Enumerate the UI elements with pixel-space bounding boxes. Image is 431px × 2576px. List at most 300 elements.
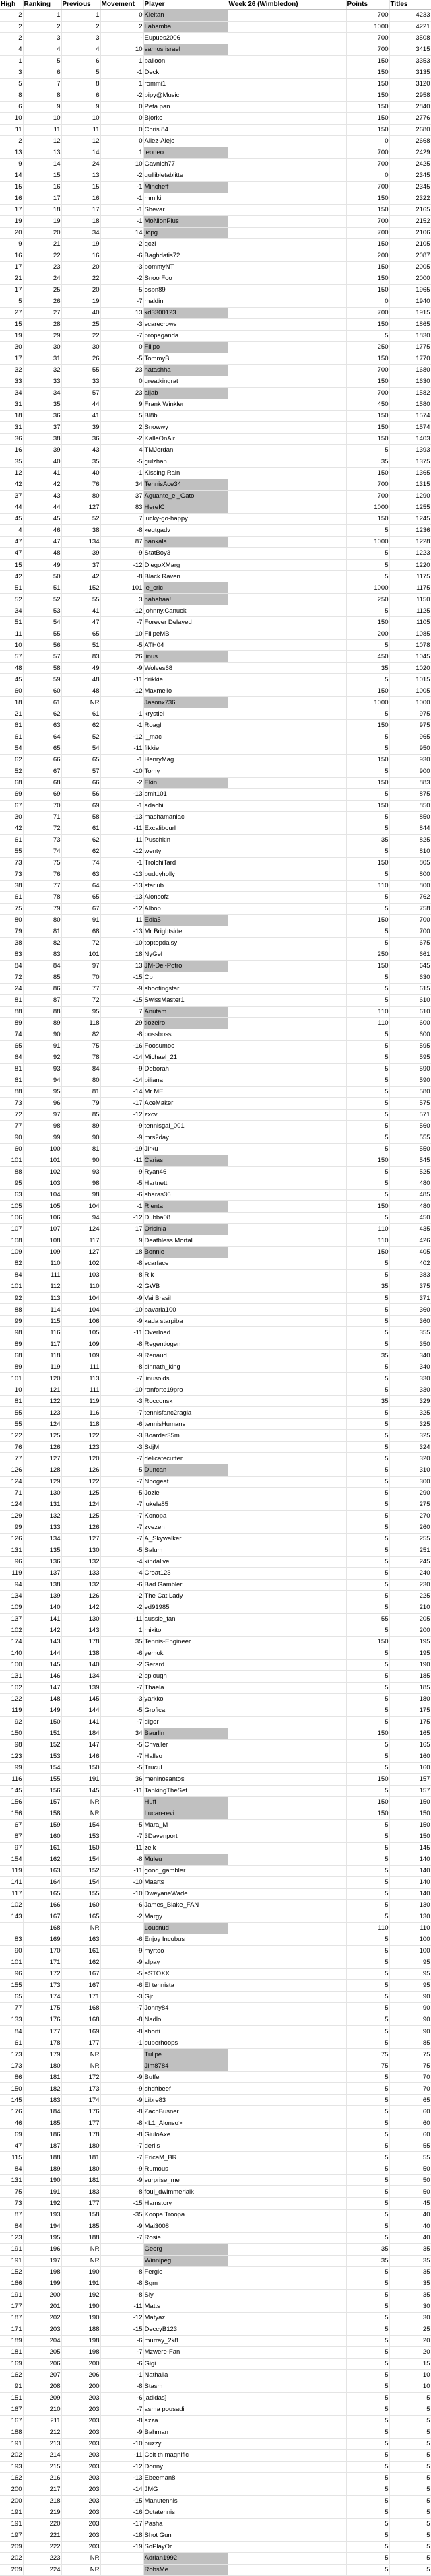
cell-points: 5 xyxy=(346,972,389,983)
table-row xyxy=(0,983,431,994)
cell-high: 20 xyxy=(0,227,23,238)
table-row xyxy=(0,2049,431,2060)
cell-player: DweyaneWade xyxy=(143,1889,228,1900)
cell-week xyxy=(228,617,346,628)
cell-previous: 126 xyxy=(61,1590,100,1602)
cell-ranking: 189 xyxy=(23,2163,61,2175)
cell-high: 6 xyxy=(0,101,23,112)
cell-player: lukela85 xyxy=(143,1499,228,1510)
cell-movement: -7 xyxy=(100,1407,143,1419)
cell-player: Aguante_el_Gato xyxy=(143,491,228,502)
cell-player: HenryMag xyxy=(143,754,228,766)
cell-week xyxy=(228,2552,346,2564)
cell-high: 83 xyxy=(0,949,23,960)
cell-ranking: 130 xyxy=(23,1487,61,1499)
cell-previous: 161 xyxy=(61,1946,100,1957)
cell-points: 5 xyxy=(346,2163,389,2175)
cell-titles: 10 xyxy=(389,2369,431,2381)
cell-player: osbn89 xyxy=(143,284,228,296)
cell-high: 15 xyxy=(0,560,23,571)
table-row xyxy=(0,2175,431,2186)
cell-movement xyxy=(100,2564,143,2575)
cell-movement: -5 xyxy=(100,456,143,468)
cell-ranking: 63 xyxy=(23,720,61,731)
cell-player: adachi xyxy=(143,800,228,811)
cell-movement: -7 xyxy=(100,1716,143,1728)
cell-player: ZachBusner xyxy=(143,2106,228,2117)
cell-points: 5 xyxy=(346,2289,389,2301)
cell-high: 76 xyxy=(0,1442,23,1453)
cell-ranking: 69 xyxy=(23,788,61,800)
cell-high: 51 xyxy=(0,617,23,628)
cell-week xyxy=(228,972,346,983)
cell-week xyxy=(228,1556,346,1567)
cell-high: 16 xyxy=(0,250,23,261)
cell-player: Rosie xyxy=(143,2232,228,2243)
cell-high: 173 xyxy=(0,2060,23,2072)
cell-points: 150 xyxy=(346,376,389,388)
cell-points: 5 xyxy=(346,1121,389,1132)
cell-ranking: 98 xyxy=(23,1121,61,1132)
cell-titles: 2106 xyxy=(389,227,431,238)
cell-titles: 130 xyxy=(389,1900,431,1911)
cell-week xyxy=(228,1625,346,1636)
table-row xyxy=(0,1029,431,1040)
cell-ranking: 17 xyxy=(23,193,61,204)
cell-ranking: 150 xyxy=(23,1716,61,1728)
cell-player: Gavnich77 xyxy=(143,158,228,170)
cell-high: 9 xyxy=(0,158,23,170)
cell-points: 5 xyxy=(346,2266,389,2278)
table-row xyxy=(0,1900,431,1911)
cell-points: 5 xyxy=(346,2530,389,2541)
table-row xyxy=(0,1670,431,1682)
cell-points: 5 xyxy=(346,869,389,880)
cell-week xyxy=(228,663,346,674)
cell-high: 31 xyxy=(0,422,23,434)
table-row xyxy=(0,1155,431,1167)
cell-player: James_Blake_FAN xyxy=(143,1900,228,1911)
cell-previous: 203 xyxy=(61,2438,100,2449)
table-row xyxy=(0,1579,431,1590)
cell-player: Sgm xyxy=(143,2278,228,2289)
cell-previous: 168 xyxy=(61,2003,100,2014)
cell-player: propaganda xyxy=(143,330,228,341)
cell-week xyxy=(228,1866,346,1877)
cell-titles: 100 xyxy=(389,1934,431,1946)
cell-week xyxy=(228,1911,346,1923)
cell-movement: -8 xyxy=(100,1258,143,1270)
cell-movement: 87 xyxy=(100,537,143,548)
cell-week xyxy=(228,1728,346,1739)
cell-movement: -19 xyxy=(100,2541,143,2552)
cell-titles: 1020 xyxy=(389,663,431,674)
cell-week xyxy=(228,1693,346,1705)
table-row xyxy=(0,1911,431,1923)
cell-previous: 20 xyxy=(61,284,100,296)
cell-high: 119 xyxy=(0,1705,23,1716)
cell-week xyxy=(228,1327,346,1338)
table-row xyxy=(0,101,431,112)
cell-movement: -5 xyxy=(100,640,143,651)
cell-player: buddyholly xyxy=(143,869,228,880)
cell-week xyxy=(228,2278,346,2289)
cell-high: 188 xyxy=(0,2427,23,2438)
cell-points: 5 xyxy=(346,2037,389,2049)
cell-previous: 165 xyxy=(61,1911,100,1923)
cell-points: 450 xyxy=(346,399,389,411)
cell-high: 55 xyxy=(0,1407,23,1419)
cell-player: SwissMaster1 xyxy=(143,994,228,1006)
cell-movement: 18 xyxy=(100,1247,143,1258)
cell-previous: 64 xyxy=(61,880,100,891)
cell-ranking: 201 xyxy=(23,2301,61,2312)
cell-previous: NR xyxy=(61,1796,100,1808)
cell-player: Duncan xyxy=(143,1464,228,1476)
cell-high: 11 xyxy=(0,628,23,640)
cell-previous: 140 xyxy=(61,1659,100,1670)
cell-points: 5 xyxy=(346,1464,389,1476)
cell-ranking: 31 xyxy=(23,353,61,364)
column-header-points: Points xyxy=(346,0,389,9)
cell-movement: -7 xyxy=(100,296,143,307)
cell-points: 5 xyxy=(346,2552,389,2564)
cell-previous: 122 xyxy=(61,1476,100,1487)
cell-titles: 1865 xyxy=(389,318,431,330)
cell-movement: -11 xyxy=(100,2301,143,2312)
cell-high: 67 xyxy=(0,1819,23,1831)
cell-player: Enjoy Incubus xyxy=(143,1934,228,1946)
cell-movement: -5 xyxy=(100,1545,143,1556)
cell-points: 5 xyxy=(346,674,389,685)
cell-week xyxy=(228,2049,346,2060)
cell-ranking: 74 xyxy=(23,846,61,857)
cell-high: 75 xyxy=(0,2186,23,2198)
cell-high: 92 xyxy=(0,1293,23,1304)
cell-titles: 2429 xyxy=(389,147,431,158)
cell-movement: 23 xyxy=(100,388,143,399)
cell-player: pommyNT xyxy=(143,261,228,273)
cell-movement: 0 xyxy=(100,101,143,112)
cell-ranking: 38 xyxy=(23,434,61,445)
cell-week xyxy=(228,90,346,101)
cell-previous: 41 xyxy=(61,605,100,617)
table-row xyxy=(0,949,431,960)
cell-high: 17 xyxy=(0,204,23,215)
cell-movement: -8 xyxy=(100,1270,143,1281)
cell-high: 162 xyxy=(0,2369,23,2381)
cell-week xyxy=(228,1396,346,1407)
cell-player: scarecrows xyxy=(143,318,228,330)
cell-ranking: 183 xyxy=(23,2095,61,2106)
cell-week xyxy=(228,2026,346,2037)
cell-player: le_cric xyxy=(143,582,228,594)
cell-player: lucky-go-happy xyxy=(143,514,228,525)
cell-high: 155 xyxy=(0,1980,23,1992)
cell-high: 200 xyxy=(0,2495,23,2507)
cell-movement: -10 xyxy=(100,937,143,949)
cell-points: 700 xyxy=(346,181,389,193)
table-row xyxy=(0,1992,431,2003)
cell-movement: -5 xyxy=(100,1739,143,1751)
cell-titles: 95 xyxy=(389,1957,431,1969)
cell-titles: 330 xyxy=(389,1384,431,1396)
cell-previous: 40 xyxy=(61,468,100,479)
cell-movement: -2 xyxy=(100,1911,143,1923)
cell-player: balloon xyxy=(143,55,228,67)
header-row xyxy=(0,0,431,9)
cell-ranking: 135 xyxy=(23,1545,61,1556)
cell-titles: 3353 xyxy=(389,55,431,67)
cell-ranking: 35 xyxy=(23,399,61,411)
cell-player: fikkie xyxy=(143,743,228,754)
cell-player: Michael_21 xyxy=(143,1052,228,1063)
cell-titles: 1375 xyxy=(389,456,431,468)
cell-high: 107 xyxy=(0,1224,23,1235)
cell-high: 79 xyxy=(0,926,23,937)
cell-movement: -5 xyxy=(100,1464,143,1476)
cell-player: jadidas] xyxy=(143,2392,228,2404)
cell-titles: 150 xyxy=(389,1819,431,1831)
cell-points: 150 xyxy=(346,960,389,972)
cell-movement: -11 xyxy=(100,1866,143,1877)
cell-titles: 2105 xyxy=(389,238,431,250)
cell-titles: 1045 xyxy=(389,651,431,663)
cell-titles: 1582 xyxy=(389,388,431,399)
cell-points: 75 xyxy=(346,2060,389,2072)
cell-high: 72 xyxy=(0,972,23,983)
cell-ranking: 122 xyxy=(23,1396,61,1407)
table-row xyxy=(0,2427,431,2438)
table-row xyxy=(0,1590,431,1602)
cell-week xyxy=(228,2289,346,2301)
cell-titles: 5 xyxy=(389,2415,431,2427)
cell-movement: -13 xyxy=(100,880,143,891)
cell-ranking: 1 xyxy=(23,9,61,21)
cell-player: Nadlo xyxy=(143,2014,228,2026)
cell-week xyxy=(228,330,346,341)
table-row xyxy=(0,1969,431,1980)
cell-titles: 30 xyxy=(389,2301,431,2312)
cell-player: Koopa Troopa xyxy=(143,2209,228,2221)
cell-high: 84 xyxy=(0,2163,23,2175)
cell-points: 150 xyxy=(346,78,389,90)
cell-week xyxy=(228,261,346,273)
table-row xyxy=(0,44,431,55)
cell-player: Jim8784 xyxy=(143,2060,228,2072)
cell-high: 38 xyxy=(0,937,23,949)
cell-previous: 38 xyxy=(61,525,100,537)
cell-titles: 230 xyxy=(389,1579,431,1590)
cell-titles: 35 xyxy=(389,2266,431,2278)
cell-ranking: 45 xyxy=(23,514,61,525)
cell-week xyxy=(228,1900,346,1911)
cell-ranking: 20 xyxy=(23,227,61,238)
cell-titles: 60 xyxy=(389,2129,431,2140)
cell-player: Huff xyxy=(143,1796,228,1808)
cell-player: Lucan-revi xyxy=(143,1808,228,1819)
cell-points: 5 xyxy=(346,1670,389,1682)
cell-titles: 1175 xyxy=(389,571,431,582)
cell-movement: 83 xyxy=(100,502,143,514)
cell-week xyxy=(228,2369,346,2381)
table-row xyxy=(0,1190,431,1201)
cell-player: Forever Delayed xyxy=(143,617,228,628)
cell-titles: 40 xyxy=(389,2221,431,2232)
cell-player: i_mac xyxy=(143,731,228,743)
cell-week xyxy=(228,914,346,926)
cell-points: 150 xyxy=(346,422,389,434)
cell-high: 99 xyxy=(0,1522,23,1533)
cell-high: 8 xyxy=(0,90,23,101)
cell-previous: 4 xyxy=(61,44,100,55)
cell-high: 92 xyxy=(0,1716,23,1728)
cell-week xyxy=(228,1178,346,1190)
cell-points: 0 xyxy=(346,135,389,147)
cell-ranking: 145 xyxy=(23,1659,61,1670)
cell-ranking: 137 xyxy=(23,1567,61,1579)
table-row xyxy=(0,1235,431,1247)
cell-movement: -8 xyxy=(100,2014,143,2026)
cell-titles: 20 xyxy=(389,2346,431,2358)
table-row xyxy=(0,1796,431,1808)
cell-previous: 30 xyxy=(61,341,100,353)
table-row xyxy=(0,788,431,800)
cell-week xyxy=(228,307,346,318)
cell-high: 200 xyxy=(0,2484,23,2495)
cell-high: 45 xyxy=(0,674,23,685)
cell-week xyxy=(228,1144,346,1155)
cell-movement: -8 xyxy=(100,2415,143,2427)
cell-titles: 157 xyxy=(389,1785,431,1796)
cell-previous: 132 xyxy=(61,1579,100,1590)
cell-week xyxy=(228,422,346,434)
cell-previous: 9 xyxy=(61,101,100,112)
cell-high: 16 xyxy=(0,193,23,204)
cell-ranking: 83 xyxy=(23,949,61,960)
cell-week xyxy=(228,2461,346,2472)
cell-ranking: 173 xyxy=(23,1980,61,1992)
cell-high: 15 xyxy=(0,181,23,193)
cell-week xyxy=(228,227,346,238)
cell-movement: -13 xyxy=(100,788,143,800)
cell-previous: 55 xyxy=(61,594,100,605)
cell-previous: 20 xyxy=(61,261,100,273)
cell-titles: 70 xyxy=(389,2072,431,2083)
cell-week xyxy=(228,479,346,491)
cell-previous: 14 xyxy=(61,147,100,158)
cell-ranking: 64 xyxy=(23,731,61,743)
cell-ranking: 118 xyxy=(23,1350,61,1361)
cell-week xyxy=(228,67,346,78)
cell-points: 5 xyxy=(346,445,389,456)
cell-player: SoPlayOr xyxy=(143,2541,228,2552)
table-row xyxy=(0,284,431,296)
cell-points: 5 xyxy=(346,788,389,800)
table-row xyxy=(0,1476,431,1487)
cell-previous: 198 xyxy=(61,2335,100,2346)
cell-week xyxy=(228,2312,346,2324)
cell-week xyxy=(228,1499,346,1510)
cell-week xyxy=(228,2541,346,2552)
cell-high: 81 xyxy=(0,994,23,1006)
cell-points: 5 xyxy=(346,1144,389,1155)
cell-titles: 2425 xyxy=(389,158,431,170)
cell-points: 5 xyxy=(346,2072,389,2083)
cell-week xyxy=(228,697,346,708)
table-row xyxy=(0,571,431,582)
cell-movement xyxy=(100,2255,143,2266)
cell-high: 94 xyxy=(0,1579,23,1590)
cell-points: 35 xyxy=(346,2243,389,2255)
cell-previous: 75 xyxy=(61,1040,100,1052)
cell-titles: 545 xyxy=(389,1155,431,1167)
cell-movement: 17 xyxy=(100,1224,143,1235)
cell-ranking: 33 xyxy=(23,376,61,388)
cell-titles: 200 xyxy=(389,1625,431,1636)
cell-previous: 104 xyxy=(61,1293,100,1304)
cell-points: 5 xyxy=(346,1911,389,1923)
cell-previous: 125 xyxy=(61,1510,100,1522)
cell-ranking: 102 xyxy=(23,1167,61,1178)
cell-ranking: 126 xyxy=(23,1442,61,1453)
table-row xyxy=(0,2198,431,2209)
cell-ranking: 158 xyxy=(23,1808,61,1819)
table-row xyxy=(0,960,431,972)
cell-week xyxy=(228,788,346,800)
cell-previous: 62 xyxy=(61,834,100,846)
table-row xyxy=(0,2541,431,2552)
cell-week xyxy=(228,640,346,651)
cell-movement: -9 xyxy=(100,2083,143,2095)
table-row xyxy=(0,514,431,525)
cell-points: 1000 xyxy=(346,502,389,514)
cell-titles: 50 xyxy=(389,2186,431,2198)
cell-week xyxy=(228,158,346,170)
cell-ranking: 184 xyxy=(23,2106,61,2117)
cell-week xyxy=(228,903,346,914)
cell-points: 110 xyxy=(346,880,389,891)
cell-points: 5 xyxy=(346,2221,389,2232)
cell-titles: 875 xyxy=(389,788,431,800)
cell-high: 123 xyxy=(0,1751,23,1762)
cell-points: 5 xyxy=(346,1510,389,1522)
cell-previous: 154 xyxy=(61,1854,100,1866)
cell-high: 65 xyxy=(0,1992,23,2003)
cell-player: Octatennis xyxy=(143,2507,228,2518)
cell-ranking: 178 xyxy=(23,2037,61,2049)
cell-movement: -8 xyxy=(100,2186,143,2198)
cell-player: samos israel xyxy=(143,44,228,55)
cell-week xyxy=(228,55,346,67)
cell-movement: -8 xyxy=(100,2026,143,2037)
cell-movement: -1 xyxy=(100,2369,143,2381)
cell-high: 88 xyxy=(0,1167,23,1178)
cell-previous: 67 xyxy=(61,903,100,914)
cell-player: Dubba08 xyxy=(143,1213,228,1224)
cell-titles: 1965 xyxy=(389,284,431,296)
cell-movement: -2 xyxy=(100,434,143,445)
cell-ranking: 141 xyxy=(23,1613,61,1625)
cell-player: Lousnud xyxy=(143,1923,228,1934)
cell-titles: 805 xyxy=(389,857,431,869)
cell-points: 5 xyxy=(346,1831,389,1842)
cell-points: 110 xyxy=(346,1017,389,1029)
cell-titles: 610 xyxy=(389,994,431,1006)
cell-previous: 39 xyxy=(61,422,100,434)
cell-points: 35 xyxy=(346,456,389,468)
cell-ranking: 68 xyxy=(23,777,61,788)
